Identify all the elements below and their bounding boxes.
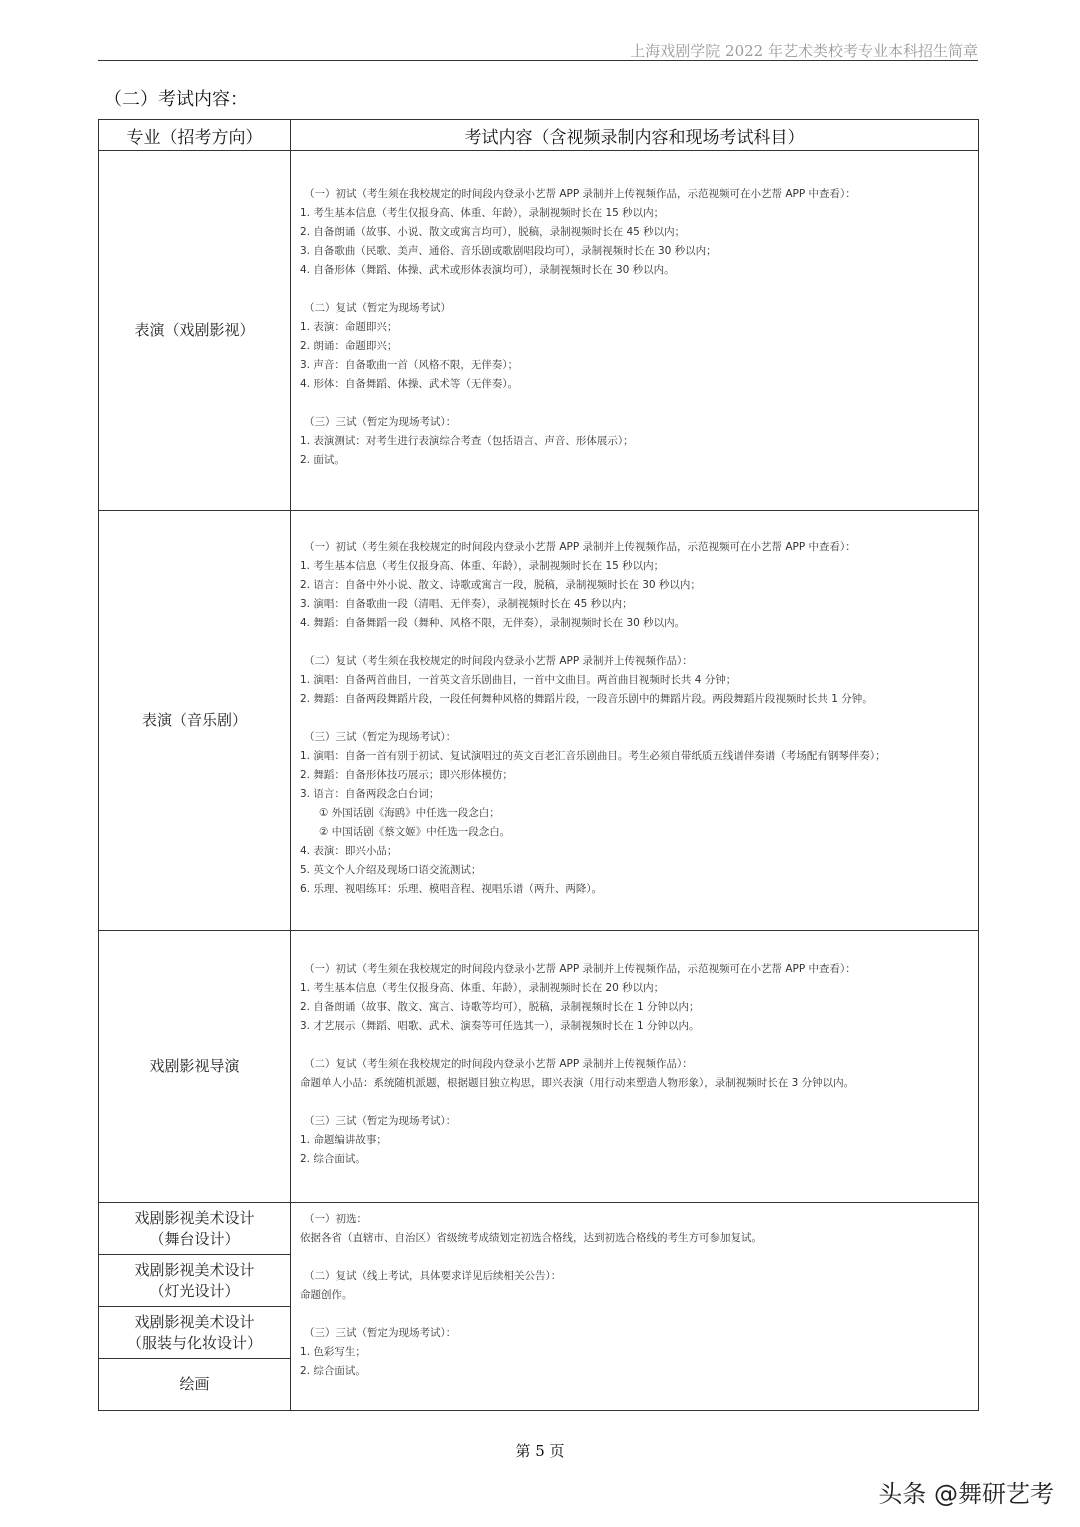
exam-item: 1. 表演：命题即兴； <box>300 321 398 333</box>
exam-item: 3. 声音：自备歌曲一首（风格不限，无伴奏）； <box>300 359 519 371</box>
exam-item: 2. 自备朗诵（故事、散文、寓言、诗歌等均可），脱稿，录制视频时长在 1 分钟以内； <box>300 1001 700 1013</box>
exam-item: 1. 考生基本信息（考生仅报身高、体重、年龄），录制视频时长在 15 秒以内； <box>300 207 665 219</box>
exam-stage-heading: （一）初选： <box>304 1213 367 1225</box>
exam-stage-heading: （二）复试（考生须在我校规定的时间段内登录小艺帮 APP 录制并上传视频作品）： <box>304 1058 693 1070</box>
blank-line <box>300 1036 978 1055</box>
exam-stage-heading: （一）初试（考生须在我校规定的时间段内登录小艺帮 APP 录制并上传视频作品，示范视频可在小艺帮 APP 中查看）： <box>304 541 856 553</box>
exam-item: 4. 舞蹈：自备舞蹈一段（舞种、风格不限，无伴奏），录制视频时长在 30 秒以内。 <box>300 617 686 629</box>
major-cell: 表演（音乐剧） <box>99 511 291 931</box>
exam-stage-heading: （二）复试（考生须在我校规定的时间段内登录小艺帮 APP 录制并上传视频作品）： <box>304 655 693 667</box>
exam-item: 2. 语言：自备中外小说、散文、诗歌或寓言一段，脱稿，录制视频时长在 30 秒以内； <box>300 579 701 591</box>
table-row <box>99 1203 979 1255</box>
header-major: 专业（招考方向） <box>99 120 291 151</box>
major-cell: 戏剧影视美术设计 （服装与化妆设计） <box>99 1307 291 1359</box>
watermark: 头条 @舞研艺考 <box>878 1480 1054 1508</box>
exam-item: 4. 形体：自备舞蹈、体操、武术等（无伴奏）。 <box>300 378 519 390</box>
table-row <box>99 511 979 931</box>
major-cell: 戏剧影视美术设计 （舞台设计） <box>99 1203 291 1255</box>
exam-item: 2. 综合面试。 <box>300 1153 366 1165</box>
exam-item: 2. 舞蹈：自备两段舞蹈片段，一段任何舞种风格的舞蹈片段，一段音乐剧中的舞蹈片段。两段舞蹈片段视频时长共 1 分钟。 <box>300 693 873 705</box>
blank-line <box>300 1305 978 1324</box>
exam-item: 命题创作。 <box>300 1289 353 1301</box>
exam-stage-heading: （一）初试（考生须在我校规定的时间段内登录小艺帮 APP 录制并上传视频作品，示范视频可在小艺帮 APP 中查看）： <box>304 188 856 200</box>
exam-item: 命题单人小品：系统随机派题，根据题目独立构思，即兴表演（用行动来塑造人物形象），录制视频时长在 3 分钟以内。 <box>300 1077 855 1089</box>
section-title: （二）考试内容： <box>104 89 248 110</box>
table-row <box>99 151 979 511</box>
blank-line <box>300 280 978 299</box>
table-row <box>99 931 979 1203</box>
page-number: 第 5 页 <box>515 1442 565 1460</box>
exam-item: ② 中国话剧《蔡文姬》中任选一段念白。 <box>319 826 511 838</box>
exam-item: 1. 色彩写生； <box>300 1346 366 1358</box>
blank-line <box>300 1093 978 1112</box>
exam-item: 3. 自备歌曲（民歌、美声、通俗、音乐剧或歌剧唱段均可），录制视频时长在 30 秒以内； <box>300 245 717 257</box>
exam-item: 1. 考生基本信息（考生仅报身高、体重、年龄），录制视频时长在 15 秒以内； <box>300 560 665 572</box>
exam-stage-heading: （三）三试（暂定为现场考试）： <box>304 1327 457 1339</box>
exam-item: 1. 表演测试：对考生进行表演综合考查（包括语言、声音、形体展示）； <box>300 435 634 447</box>
exam-item: 1. 命题编讲故事； <box>300 1134 387 1146</box>
exam-stage-heading: （二）复试（暂定为现场考试） <box>304 302 451 314</box>
header-rule <box>98 60 978 61</box>
exam-item: 2. 自备朗诵（故事、小说、散文或寓言均可），脱稿，录制视频时长在 45 秒以内； <box>300 226 686 238</box>
exam-content-table <box>98 119 979 1411</box>
exam-item: 1. 考生基本信息（考生仅报身高、体重、年龄），录制视频时长在 20 秒以内； <box>300 982 665 994</box>
major-cell: 戏剧影视导演 <box>99 931 291 1203</box>
blank-line <box>300 1248 978 1267</box>
exam-item: 2. 综合面试。 <box>300 1365 366 1377</box>
content-cell <box>291 511 979 931</box>
exam-item: ① 外国话剧《海鸥》中任选一段念白； <box>319 807 500 819</box>
blank-line <box>300 633 978 652</box>
major-cell: 绘画 <box>99 1359 291 1411</box>
exam-stage-heading: （一）初试（考生须在我校规定的时间段内登录小艺帮 APP 录制并上传视频作品，示范视频可在小艺帮 APP 中查看）： <box>304 963 856 975</box>
exam-item: 3. 演唱：自备歌曲一段（清唱、无伴奏），录制视频时长在 45 秒以内； <box>300 598 633 610</box>
exam-item: 2. 朗诵：命题即兴； <box>300 340 398 352</box>
exam-item: 3. 才艺展示（舞蹈、唱歌、武术、演奏等可任选其一），录制视频时长在 1 分钟以内。 <box>300 1020 700 1032</box>
blank-line <box>300 709 978 728</box>
running-header: 上海戏剧学院 2022 年艺术类校考专业本科招生简章 <box>630 42 978 60</box>
major-cell: 表演（戏剧影视） <box>99 151 291 511</box>
exam-item: 2. 舞蹈：自备形体技巧展示；即兴形体模仿； <box>300 769 513 781</box>
blank-line <box>300 394 978 413</box>
header-content: 考试内容（含视频录制内容和现场考试科目） <box>291 120 979 151</box>
exam-stage-heading: （三）三试（暂定为现场考试）： <box>304 416 457 428</box>
exam-item: 4. 自备形体（舞蹈、体操、武术或形体表演均可），录制视频时长在 30 秒以内。 <box>300 264 675 276</box>
exam-item: 依据各省（直辖市、自治区）省级统考成绩划定初选合格线，达到初选合格线的考生方可参加复试。 <box>300 1232 762 1244</box>
content-cell <box>291 151 979 511</box>
major-cell: 戏剧影视美术设计 （灯光设计） <box>99 1255 291 1307</box>
exam-item: 3. 语言：自备两段念白台词； <box>300 788 440 800</box>
content-cell <box>291 931 979 1203</box>
exam-item: 1. 演唱：自备两首曲目，一首英文音乐剧曲目，一首中文曲目。两首曲目视频时长共 4 分钟； <box>300 674 737 686</box>
exam-item: 4. 表演：即兴小品； <box>300 845 398 857</box>
exam-item: 6. 乐理、视唱练耳：乐理、模唱音程、视唱乐谱（两升、两降）。 <box>300 883 603 895</box>
exam-stage-heading: （二）复试（线上考试，具体要求详见后续相关公告）： <box>304 1270 562 1282</box>
exam-item: 5. 英文个人介绍及现场口语交流测试； <box>300 864 482 876</box>
exam-item: 2. 面试。 <box>300 454 345 466</box>
exam-stage-heading: （三）三试（暂定为现场考试）： <box>304 1115 457 1127</box>
exam-item: 1. 演唱：自备一首有别于初试、复试演唱过的英文百老汇音乐剧曲目。考生必须自带纸质五线谱伴奏谱（考场配有钢琴伴奏）； <box>300 750 886 762</box>
exam-stage-heading: （三）三试（暂定为现场考试）： <box>304 731 457 743</box>
content-cell <box>291 1203 979 1411</box>
